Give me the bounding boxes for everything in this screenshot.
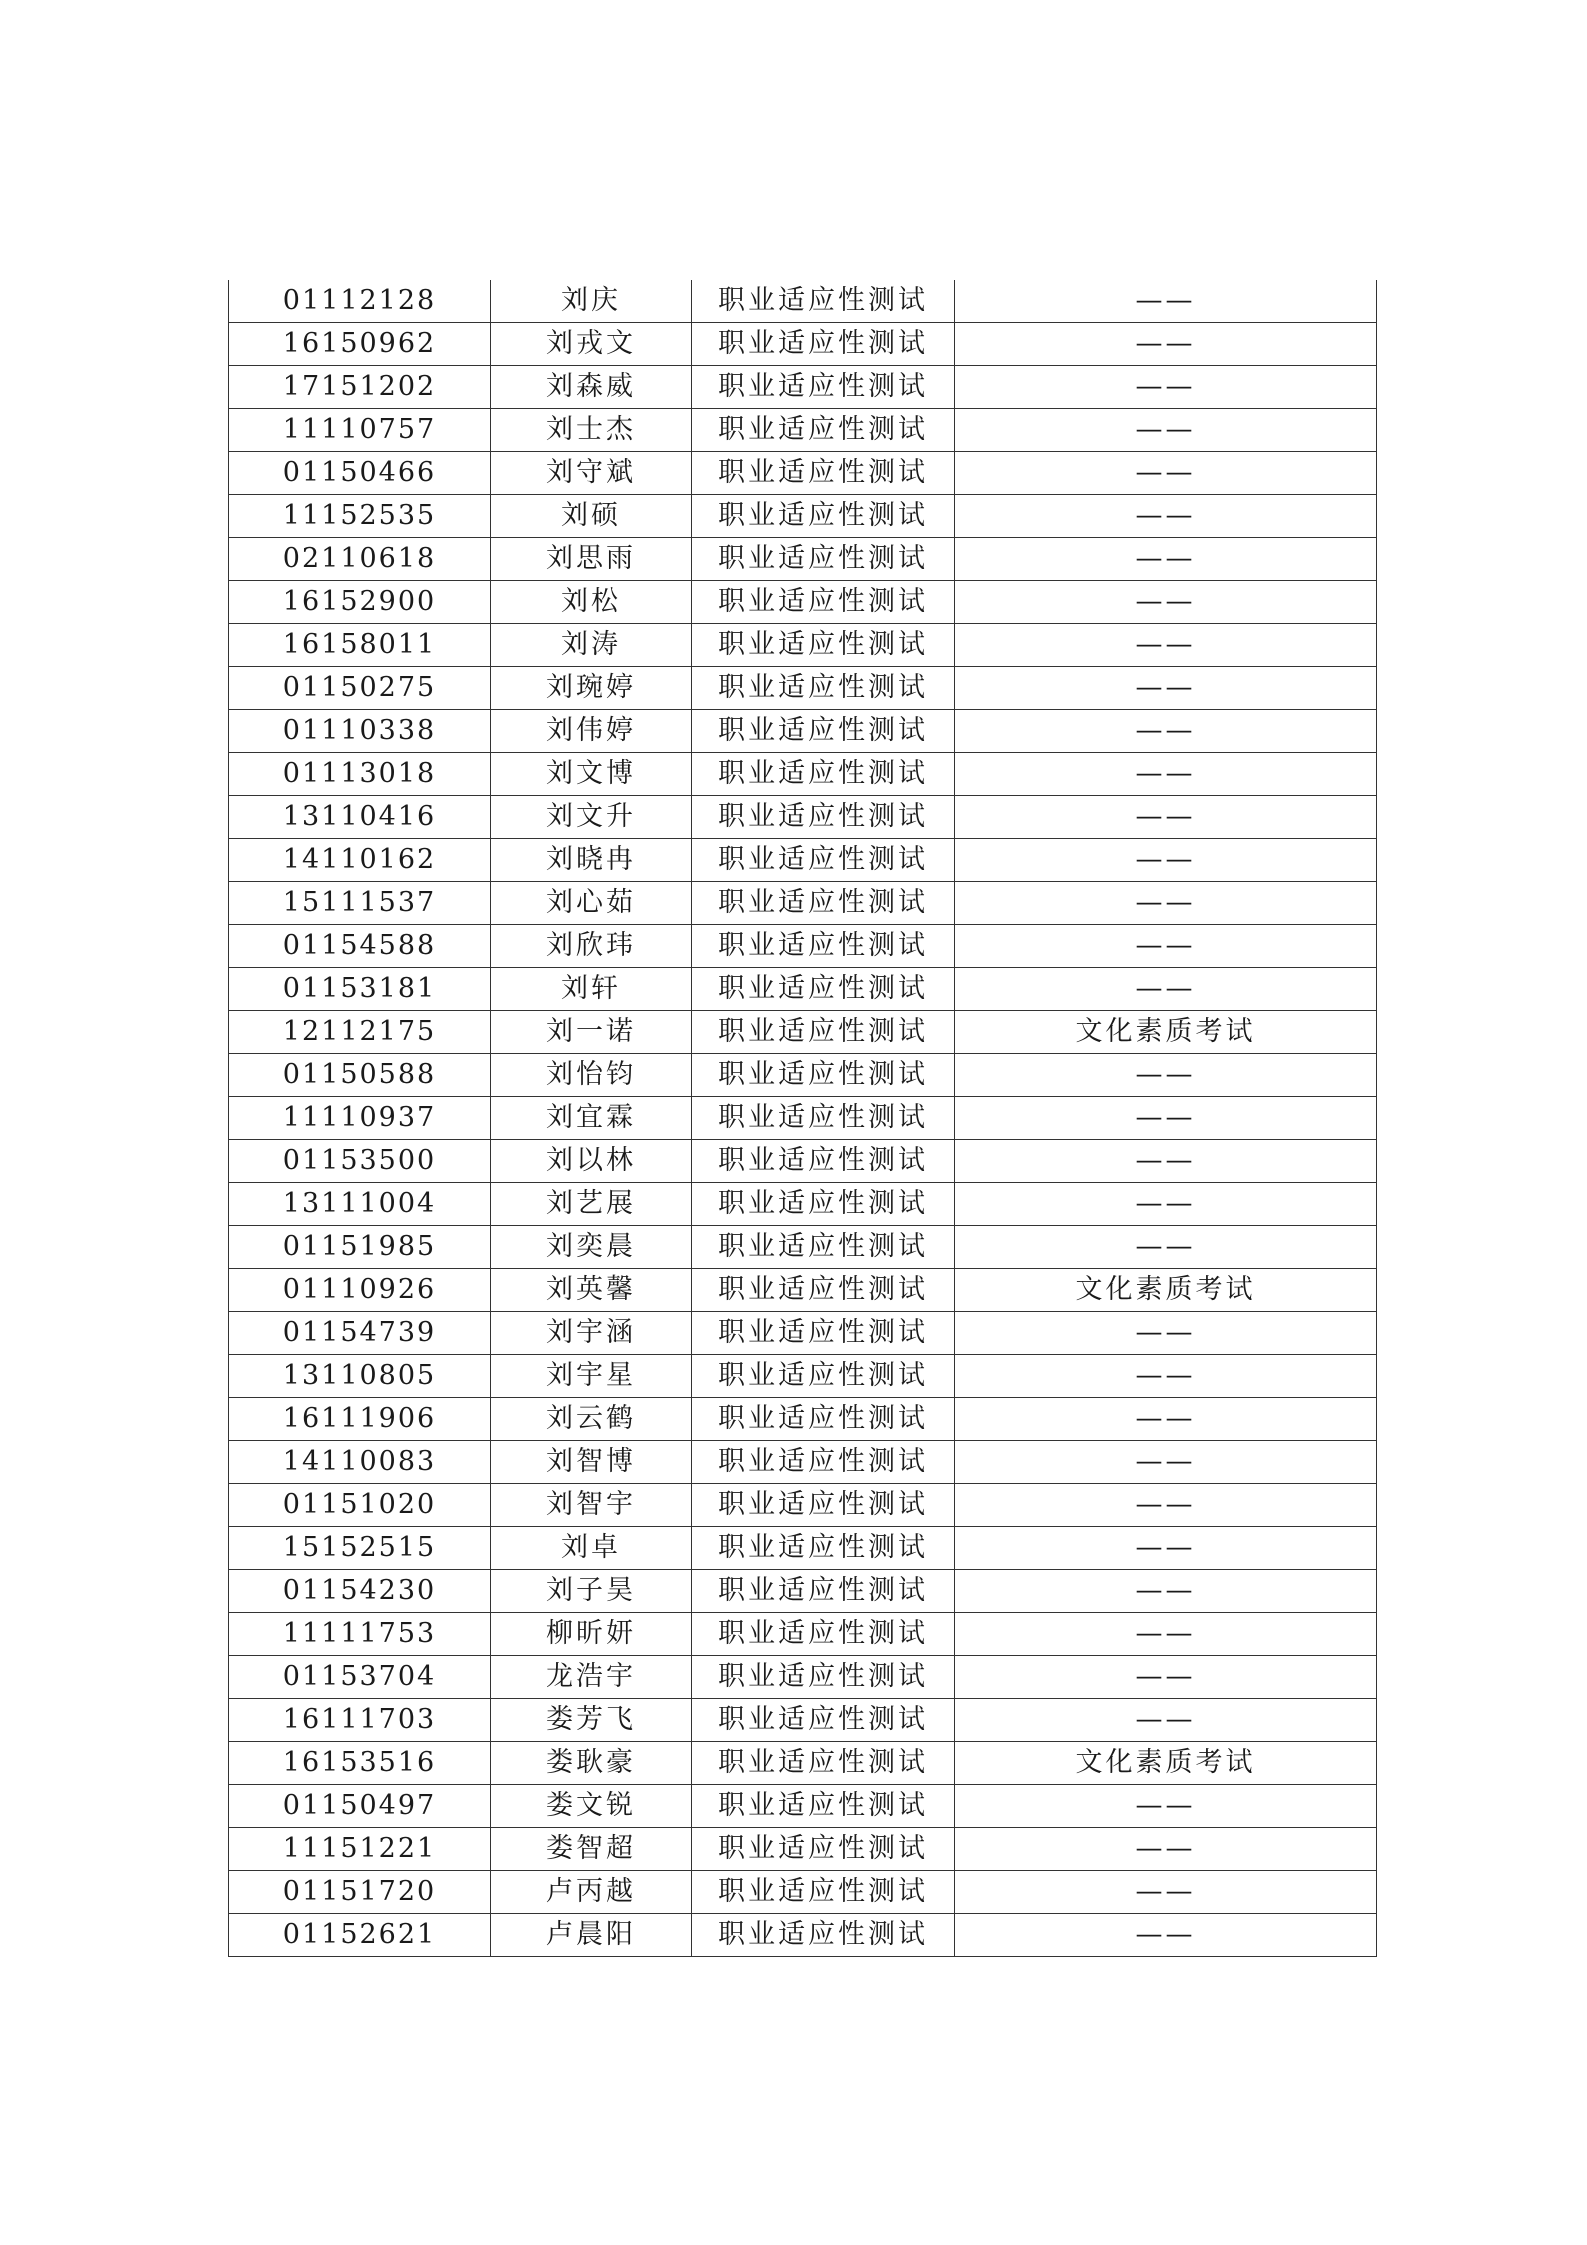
- exam-type-cell: 职业适应性测试: [692, 1269, 955, 1312]
- candidate-id-cell: 01151720: [229, 1871, 491, 1914]
- candidate-id-cell: 11110757: [229, 409, 491, 452]
- candidate-name-cell: 刘智博: [491, 1441, 692, 1484]
- exam-type-cell: 职业适应性测试: [692, 495, 955, 538]
- table-row: [229, 796, 1377, 839]
- candidate-name-cell: 刘心茹: [491, 882, 692, 925]
- additional-exam-cell: 文化素质考试: [955, 1011, 1377, 1054]
- additional-exam-cell: ——: [955, 1441, 1377, 1484]
- exam-type-cell: 职业适应性测试: [692, 1742, 955, 1785]
- candidate-id-cell: 13110805: [229, 1355, 491, 1398]
- additional-exam-cell: ——: [955, 538, 1377, 581]
- table-row: [229, 1570, 1377, 1613]
- exam-type-cell: 职业适应性测试: [692, 1527, 955, 1570]
- additional-exam-cell: ——: [955, 1054, 1377, 1097]
- candidate-id-cell: 01154739: [229, 1312, 491, 1355]
- candidate-name-cell: 刘一诺: [491, 1011, 692, 1054]
- candidate-id-cell: 11110937: [229, 1097, 491, 1140]
- table-row: [229, 710, 1377, 753]
- exam-type-cell: 职业适应性测试: [692, 1097, 955, 1140]
- exam-type-cell: 职业适应性测试: [692, 839, 955, 882]
- exam-type-cell: 职业适应性测试: [692, 1183, 955, 1226]
- additional-exam-cell: ——: [955, 624, 1377, 667]
- table-row: [229, 1398, 1377, 1441]
- table-row: [229, 1226, 1377, 1269]
- additional-exam-cell: 文化素质考试: [955, 1742, 1377, 1785]
- table-row: [229, 1140, 1377, 1183]
- candidate-id-cell: 13110416: [229, 796, 491, 839]
- table-row: [229, 1613, 1377, 1656]
- table-row: [229, 1312, 1377, 1355]
- candidate-name-cell: 娄耿豪: [491, 1742, 692, 1785]
- candidate-id-cell: 16153516: [229, 1742, 491, 1785]
- table-row: [229, 1828, 1377, 1871]
- candidate-name-cell: 刘卓: [491, 1527, 692, 1570]
- candidate-id-cell: 11152535: [229, 495, 491, 538]
- candidate-name-cell: 刘思雨: [491, 538, 692, 581]
- candidate-id-cell: 17151202: [229, 366, 491, 409]
- candidate-name-cell: 刘智宇: [491, 1484, 692, 1527]
- additional-exam-cell: ——: [955, 1527, 1377, 1570]
- candidate-name-cell: 娄文锐: [491, 1785, 692, 1828]
- additional-exam-cell: ——: [955, 1312, 1377, 1355]
- table-row: [229, 1871, 1377, 1914]
- exam-type-cell: 职业适应性测试: [692, 323, 955, 366]
- additional-exam-cell: ——: [955, 1914, 1377, 1957]
- candidate-id-cell: 02110618: [229, 538, 491, 581]
- candidate-name-cell: 刘宇涵: [491, 1312, 692, 1355]
- document-page: [228, 280, 1376, 1957]
- candidate-id-cell: 15152515: [229, 1527, 491, 1570]
- candidate-name-cell: 刘士杰: [491, 409, 692, 452]
- exam-type-cell: 职业适应性测试: [692, 667, 955, 710]
- candidate-name-cell: 刘伟婷: [491, 710, 692, 753]
- table-row: [229, 667, 1377, 710]
- exam-type-cell: 职业适应性测试: [692, 1355, 955, 1398]
- exam-type-cell: 职业适应性测试: [692, 1828, 955, 1871]
- candidate-id-cell: 12112175: [229, 1011, 491, 1054]
- additional-exam-cell: ——: [955, 323, 1377, 366]
- exam-type-cell: 职业适应性测试: [692, 882, 955, 925]
- table-row: [229, 1785, 1377, 1828]
- exam-type-cell: 职业适应性测试: [692, 1570, 955, 1613]
- candidate-name-cell: 刘晓冉: [491, 839, 692, 882]
- candidate-name-cell: 刘文博: [491, 753, 692, 796]
- candidate-id-cell: 16111703: [229, 1699, 491, 1742]
- additional-exam-cell: ——: [955, 1699, 1377, 1742]
- additional-exam-cell: ——: [955, 882, 1377, 925]
- candidate-id-cell: 13111004: [229, 1183, 491, 1226]
- candidate-id-cell: 16111906: [229, 1398, 491, 1441]
- table-row: [229, 925, 1377, 968]
- candidate-id-cell: 01150588: [229, 1054, 491, 1097]
- exam-type-cell: 职业适应性测试: [692, 1441, 955, 1484]
- candidate-name-cell: 龙浩宇: [491, 1656, 692, 1699]
- candidate-name-cell: 刘宜霖: [491, 1097, 692, 1140]
- candidate-id-cell: 16150962: [229, 323, 491, 366]
- table-row: [229, 366, 1377, 409]
- candidate-name-cell: 刘欣玮: [491, 925, 692, 968]
- table-row: [229, 968, 1377, 1011]
- table-row: [229, 1355, 1377, 1398]
- additional-exam-cell: ——: [955, 1570, 1377, 1613]
- candidate-name-cell: 娄芳飞: [491, 1699, 692, 1742]
- additional-exam-cell: ——: [955, 280, 1377, 323]
- table-row: [229, 839, 1377, 882]
- candidate-id-cell: 01112128: [229, 280, 491, 323]
- exam-type-cell: 职业适应性测试: [692, 366, 955, 409]
- exam-type-cell: 职业适应性测试: [692, 753, 955, 796]
- candidate-id-cell: 16152900: [229, 581, 491, 624]
- candidate-id-cell: 14110162: [229, 839, 491, 882]
- candidate-name-cell: 刘子昊: [491, 1570, 692, 1613]
- candidate-name-cell: 柳昕妍: [491, 1613, 692, 1656]
- candidate-name-cell: 刘轩: [491, 968, 692, 1011]
- additional-exam-cell: ——: [955, 1398, 1377, 1441]
- additional-exam-cell: ——: [955, 925, 1377, 968]
- candidate-id-cell: 01113018: [229, 753, 491, 796]
- exam-type-cell: 职业适应性测试: [692, 1914, 955, 1957]
- table-row: [229, 1914, 1377, 1957]
- additional-exam-cell: ——: [955, 753, 1377, 796]
- table-row: [229, 1699, 1377, 1742]
- candidate-name-cell: 刘艺展: [491, 1183, 692, 1226]
- candidate-id-cell: 01151985: [229, 1226, 491, 1269]
- additional-exam-cell: ——: [955, 452, 1377, 495]
- exam-type-cell: 职业适应性测试: [692, 1011, 955, 1054]
- table-row: [229, 409, 1377, 452]
- additional-exam-cell: ——: [955, 968, 1377, 1011]
- candidate-id-cell: 01150275: [229, 667, 491, 710]
- candidate-name-cell: 刘森威: [491, 366, 692, 409]
- additional-exam-cell: ——: [955, 1183, 1377, 1226]
- table-row: [229, 1269, 1377, 1312]
- exam-type-cell: 职业适应性测试: [692, 581, 955, 624]
- candidate-name-cell: 娄智超: [491, 1828, 692, 1871]
- exam-type-cell: 职业适应性测试: [692, 925, 955, 968]
- exam-type-cell: 职业适应性测试: [692, 1699, 955, 1742]
- additional-exam-cell: ——: [955, 796, 1377, 839]
- candidate-name-cell: 刘怡钧: [491, 1054, 692, 1097]
- table-row: [229, 624, 1377, 667]
- candidate-name-cell: 刘戎文: [491, 323, 692, 366]
- candidate-id-cell: 01150497: [229, 1785, 491, 1828]
- table-row: [229, 1484, 1377, 1527]
- additional-exam-cell: ——: [955, 495, 1377, 538]
- additional-exam-cell: ——: [955, 1140, 1377, 1183]
- additional-exam-cell: ——: [955, 1613, 1377, 1656]
- additional-exam-cell: ——: [955, 667, 1377, 710]
- candidate-name-cell: 刘琬婷: [491, 667, 692, 710]
- exam-type-cell: 职业适应性测试: [692, 1054, 955, 1097]
- exam-type-cell: 职业适应性测试: [692, 796, 955, 839]
- candidate-name-cell: 刘庆: [491, 280, 692, 323]
- candidate-id-cell: 01153500: [229, 1140, 491, 1183]
- candidate-id-cell: 01150466: [229, 452, 491, 495]
- exam-type-cell: 职业适应性测试: [692, 1871, 955, 1914]
- table-row: [229, 323, 1377, 366]
- exam-type-cell: 职业适应性测试: [692, 538, 955, 581]
- exam-type-cell: 职业适应性测试: [692, 1312, 955, 1355]
- candidate-id-cell: 01151020: [229, 1484, 491, 1527]
- candidate-id-cell: 11151221: [229, 1828, 491, 1871]
- candidate-id-cell: 11111753: [229, 1613, 491, 1656]
- table-row: [229, 1527, 1377, 1570]
- candidate-id-cell: 01110338: [229, 710, 491, 753]
- exam-type-cell: 职业适应性测试: [692, 1398, 955, 1441]
- additional-exam-cell: ——: [955, 1355, 1377, 1398]
- candidate-id-cell: 01153181: [229, 968, 491, 1011]
- candidate-name-cell: 刘以林: [491, 1140, 692, 1183]
- additional-exam-cell: ——: [955, 1871, 1377, 1914]
- candidate-name-cell: 刘云鹤: [491, 1398, 692, 1441]
- exam-type-cell: 职业适应性测试: [692, 1484, 955, 1527]
- candidate-id-cell: 01154588: [229, 925, 491, 968]
- candidate-id-cell: 01153704: [229, 1656, 491, 1699]
- additional-exam-cell: ——: [955, 1656, 1377, 1699]
- candidate-name-cell: 刘硕: [491, 495, 692, 538]
- additional-exam-cell: 文化素质考试: [955, 1269, 1377, 1312]
- exam-type-cell: 职业适应性测试: [692, 280, 955, 323]
- additional-exam-cell: ——: [955, 839, 1377, 882]
- additional-exam-cell: ——: [955, 1484, 1377, 1527]
- candidate-name-cell: 刘宇星: [491, 1355, 692, 1398]
- exam-type-cell: 职业适应性测试: [692, 710, 955, 753]
- table-row: [229, 1656, 1377, 1699]
- candidate-id-cell: 15111537: [229, 882, 491, 925]
- additional-exam-cell: ——: [955, 409, 1377, 452]
- candidate-name-cell: 刘英馨: [491, 1269, 692, 1312]
- candidate-name-cell: 刘守斌: [491, 452, 692, 495]
- candidate-name-cell: 刘松: [491, 581, 692, 624]
- candidate-id-cell: 16158011: [229, 624, 491, 667]
- table-row: [229, 1742, 1377, 1785]
- table-row: [229, 581, 1377, 624]
- candidate-id-cell: 01152621: [229, 1914, 491, 1957]
- table-row: [229, 280, 1377, 323]
- table-row: [229, 1097, 1377, 1140]
- table-row: [229, 1441, 1377, 1484]
- exam-type-cell: 职业适应性测试: [692, 409, 955, 452]
- candidate-name-cell: 卢晨阳: [491, 1914, 692, 1957]
- additional-exam-cell: ——: [955, 1097, 1377, 1140]
- candidate-name-cell: 刘涛: [491, 624, 692, 667]
- candidate-id-cell: 01110926: [229, 1269, 491, 1312]
- table-row: [229, 753, 1377, 796]
- table-row: [229, 882, 1377, 925]
- additional-exam-cell: ——: [955, 366, 1377, 409]
- additional-exam-cell: ——: [955, 1226, 1377, 1269]
- exam-type-cell: 职业适应性测试: [692, 452, 955, 495]
- table-row: [229, 1054, 1377, 1097]
- table-row: [229, 538, 1377, 581]
- exam-type-cell: 职业适应性测试: [692, 1140, 955, 1183]
- exam-type-cell: 职业适应性测试: [692, 1785, 955, 1828]
- candidate-id-cell: 01154230: [229, 1570, 491, 1613]
- additional-exam-cell: ——: [955, 1828, 1377, 1871]
- table-row: [229, 1183, 1377, 1226]
- exam-type-cell: 职业适应性测试: [692, 1613, 955, 1656]
- table-row: [229, 495, 1377, 538]
- table-row: [229, 1011, 1377, 1054]
- table-row: [229, 452, 1377, 495]
- additional-exam-cell: ——: [955, 1785, 1377, 1828]
- candidate-name-cell: 刘奕晨: [491, 1226, 692, 1269]
- candidate-table: [228, 280, 1377, 1957]
- exam-type-cell: 职业适应性测试: [692, 1226, 955, 1269]
- exam-type-cell: 职业适应性测试: [692, 624, 955, 667]
- exam-type-cell: 职业适应性测试: [692, 1656, 955, 1699]
- candidate-name-cell: 刘文升: [491, 796, 692, 839]
- exam-type-cell: 职业适应性测试: [692, 968, 955, 1011]
- candidate-name-cell: 卢丙越: [491, 1871, 692, 1914]
- candidate-table-body: [229, 280, 1377, 1957]
- candidate-id-cell: 14110083: [229, 1441, 491, 1484]
- additional-exam-cell: ——: [955, 581, 1377, 624]
- additional-exam-cell: ——: [955, 710, 1377, 753]
